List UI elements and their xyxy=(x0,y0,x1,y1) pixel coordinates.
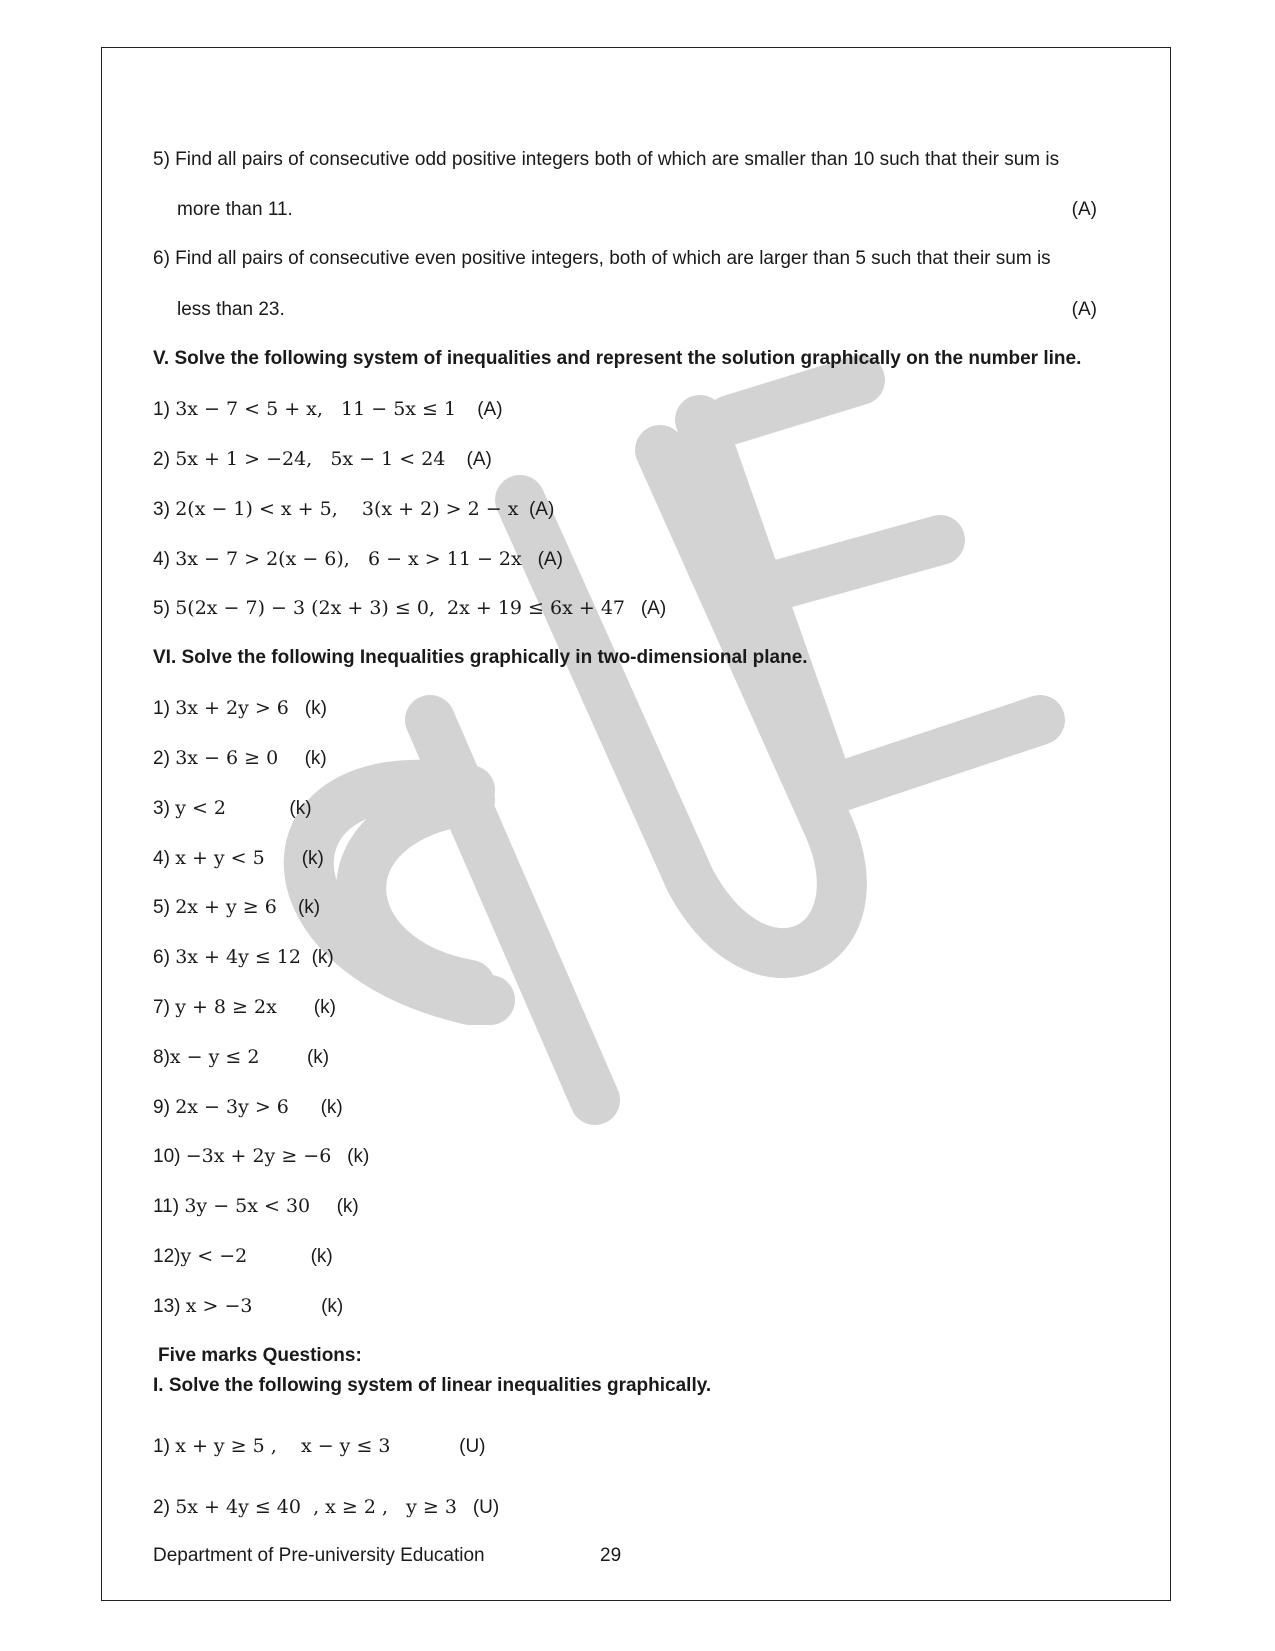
section-v-item xyxy=(153,596,666,621)
item-expression: 3x − 7 < 5 + x, 11 − 5x ≤ 1 xyxy=(175,398,457,420)
item-number: 7) xyxy=(153,997,170,1018)
item-expression: 3x + 4y ≤ 12 xyxy=(175,946,301,968)
question-5-line-2: more than 11. xyxy=(177,199,293,220)
item-tag: (k) xyxy=(347,1146,370,1167)
item-number: 8) xyxy=(153,1047,170,1068)
item-expression: y < −2 xyxy=(180,1245,248,1267)
footer-page-number: 29 xyxy=(600,1545,622,1566)
item-expression: x + y < 5 xyxy=(175,847,265,869)
item-number: 2) xyxy=(153,1497,170,1518)
item-expression: 5x + 1 > −24, 5x − 1 < 24 xyxy=(175,448,446,470)
footer-department: Department of Pre-university Education xyxy=(153,1545,485,1566)
item-tag: (k) xyxy=(320,1097,343,1118)
item-expression: 3x + 2y > 6 xyxy=(175,697,289,719)
item-tag: (A) xyxy=(477,399,503,420)
item-expression: 3x − 7 > 2(x − 6), 6 − x > 11 − 2x xyxy=(175,548,522,570)
item-number: 2) xyxy=(153,748,170,769)
item-tag: (k) xyxy=(321,1296,344,1317)
section-v-heading: V. Solve the following system of inequalities and represent the solution graphically on the number line. xyxy=(153,348,1082,369)
five-marks-item xyxy=(153,1434,486,1459)
item-number: 1) xyxy=(153,1436,170,1457)
item-expression: y + 8 ≥ 2x xyxy=(175,996,277,1018)
item-number: 3) xyxy=(153,499,170,520)
section-vi-item xyxy=(153,895,320,920)
item-number: 9) xyxy=(153,1097,170,1118)
section-vi-item xyxy=(153,1294,343,1319)
item-tag: (k) xyxy=(306,1047,330,1068)
item-number: 12) xyxy=(153,1246,181,1267)
five-marks-item xyxy=(153,1495,499,1520)
item-number: 13) xyxy=(153,1296,181,1317)
item-number: 4) xyxy=(153,848,170,869)
item-tag: (k) xyxy=(304,748,327,769)
item-tag: (k) xyxy=(297,897,321,918)
item-number: 5) xyxy=(153,598,170,619)
item-tag: (A) xyxy=(466,449,492,470)
question-6-line-1: 6) Find all pairs of consecutive even positive integers, both of which are larger than 5 such that their sum is xyxy=(153,248,1051,269)
item-number: 5) xyxy=(153,897,170,918)
item-expression: 3y − 5x < 30 xyxy=(184,1195,311,1217)
item-tag: (A) xyxy=(537,549,563,570)
section-vi-item xyxy=(153,796,312,821)
item-number: 2) xyxy=(153,449,170,470)
item-number: 11) xyxy=(153,1196,180,1217)
section-vi-item xyxy=(153,995,336,1020)
item-expression: y < 2 xyxy=(175,797,227,819)
section-vi-item xyxy=(153,1144,369,1169)
item-expression: 5(2x − 7) − 3 (2x + 3) ≤ 0, 2x + 19 ≤ 6x + 47 xyxy=(175,597,625,619)
item-tag: (A) xyxy=(528,499,555,520)
item-expression: x > −3 xyxy=(185,1295,253,1317)
question-5-mark: (A) xyxy=(1071,199,1097,220)
item-expression: 5x + 4y ≤ 40 , x ≥ 2 , y ≥ 3 xyxy=(175,1496,457,1518)
item-number: 4) xyxy=(153,549,170,570)
item-tag: (k) xyxy=(304,698,327,719)
section-vi-item xyxy=(153,1045,329,1070)
item-expression: 2x − 3y > 6 xyxy=(175,1096,289,1118)
item-number: 6) xyxy=(153,947,170,968)
question-6-mark: (A) xyxy=(1071,299,1097,320)
item-expression: 2(x − 1) < x + 5, 3(x + 2) > 2 − x xyxy=(175,498,519,520)
item-expression: x − y ≤ 2 xyxy=(169,1046,260,1068)
section-vi-item xyxy=(153,1194,359,1219)
section-vi-item xyxy=(153,746,327,771)
five-marks-heading: I. Solve the following system of linear inequalities graphically. xyxy=(153,1375,712,1396)
item-expression: 3x − 6 ≥ 0 xyxy=(175,747,279,769)
item-number: 1) xyxy=(153,698,170,719)
item-tag: (U) xyxy=(459,1436,486,1457)
item-tag: (k) xyxy=(289,798,312,819)
section-vi-item xyxy=(153,696,327,721)
item-tag: (k) xyxy=(313,997,336,1018)
section-vi-item xyxy=(153,945,334,970)
item-tag: (k) xyxy=(310,1246,333,1267)
item-number: 3) xyxy=(153,798,170,819)
item-tag: (A) xyxy=(640,598,667,619)
item-tag: (U) xyxy=(472,1497,500,1518)
section-v-item xyxy=(153,397,503,422)
section-v-item xyxy=(153,447,492,472)
item-expression: −3x + 2y ≥ −6 xyxy=(185,1145,332,1167)
five-marks-title: Five marks Questions: xyxy=(158,1345,362,1366)
item-number: 1) xyxy=(153,399,170,420)
item-number: 10) xyxy=(153,1146,181,1167)
question-5-line-1: 5) Find all pairs of consecutive odd positive integers both of which are smaller than 10 such that their sum is xyxy=(153,149,1060,170)
section-vi-item xyxy=(153,1095,343,1120)
section-vi-item xyxy=(153,1244,333,1269)
item-expression: x + y ≥ 5 , x − y ≤ 3 xyxy=(175,1435,391,1457)
item-expression: 2x + y ≥ 6 xyxy=(175,896,277,918)
section-v-item xyxy=(153,497,554,522)
section-vi-heading: VI. Solve the following Inequalities graphically in two-dimensional plane. xyxy=(153,647,808,668)
item-tag: (k) xyxy=(336,1196,359,1217)
item-tag: (k) xyxy=(301,848,324,869)
section-vi-item xyxy=(153,846,324,871)
question-6-line-2: less than 23. xyxy=(177,299,285,320)
item-tag: (k) xyxy=(311,947,334,968)
section-v-item xyxy=(153,547,563,572)
